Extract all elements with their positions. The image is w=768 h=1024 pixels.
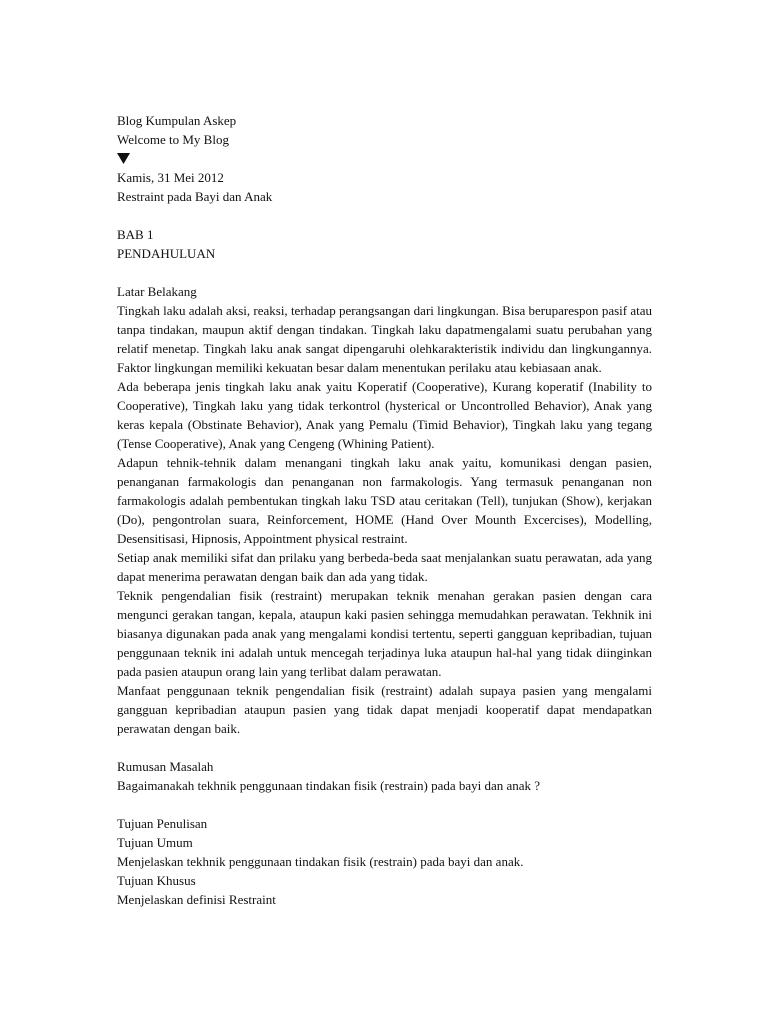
triangle-down-icon[interactable] (117, 153, 130, 164)
chapter-title: PENDAHULUAN (117, 246, 216, 261)
tujuan-umum-text: Menjelaskan tekhnik penggunaan tindakan fisik (restrain) pada bayi dan anak. (117, 854, 524, 869)
subheading-tujuan-khusus: Tujuan Khusus (117, 873, 196, 888)
paragraph: Teknik pengendalian fisik (restraint) merupakan teknik menahan gerakan pasien dengan cara mengunci gerakan tangan, kepala, ataupun kaki pasien sehingga memudahkan perawatan. Tekhnik ini biasanya digunakan pada anak yang mengalami kondisi tertentu, seperti gangguan kepribadian, tujuan penggunaan teknik ini adalah untuk mencegah terjadinya luka ataupun hal-hal yang tidak diinginkan pada pasien ataupun orang lain yang terlibat dalam perawatan. (117, 588, 652, 679)
paragraph: Manfaat penggunaan teknik pengendalian fisik (restraint) adalah supaya pasien yang mengalami gangguan kepribadian ataupun pasien yang tidak dapat menjadi kooperatif dapat mendapatkan perawatan dengan baik. (117, 683, 652, 736)
post-title[interactable]: Restraint pada Bayi dan Anak (117, 189, 273, 204)
spacer (117, 263, 652, 282)
spacer (117, 795, 652, 814)
paragraph: Adapun tehnik-tehnik dalam menangani tingkah laku anak yaitu, komunikasi dengan pasien, penanganan farmakologis dan penanganan non farmakologis. Yang termasuk penanganan non farmakologis adalah pembentukan tingkah laku TSD atau ceritakan (Tell), tunjukan (Show), kerjakan (Do), pengontrolan suara, Reinforcement, HOME (Hand Over Mounth Excercises), Modelling, Desensitisasi, Hipnosis, Appointment physical restraint. (117, 455, 652, 546)
section-heading-rumusan-masalah: Rumusan Masalah (117, 759, 214, 774)
section-heading-latar-belakang: Latar Belakang (117, 284, 197, 299)
post-date: Kamis, 31 Mei 2012 (117, 170, 224, 185)
paragraph: Setiap anak memiliki sifat dan prilaku yang berbeda-beda saat menjalankan suatu perawatan, ada yang dapat menerima perawatan dengan baik dan ada yang tidak. (117, 550, 652, 584)
paragraph: Ada beberapa jenis tingkah laku anak yaitu Koperatif (Cooperative), Kurang koperatif (Inability to Cooperative), Tingkah laku yang tidak terkontrol (hysterical or Uncontrolled Behavior), Anak yang keras kepala (Obstinate Behavior), Anak yang Pemalu (Timid Behavior), Tingkah laku yang tegang (Tense Cooperative), Anak yang Cengeng (Whining Patient). (117, 379, 652, 451)
spacer (117, 738, 652, 757)
toggle-arrow[interactable] (117, 149, 652, 168)
blog-title[interactable]: Blog Kumpulan Askep (117, 113, 237, 128)
chapter-number: BAB 1 (117, 227, 154, 242)
document-page (117, 111, 652, 909)
spacer (117, 206, 652, 225)
tujuan-khusus-text: Menjelaskan definisi Restraint (117, 892, 276, 907)
paragraph: Tingkah laku adalah aksi, reaksi, terhadap perangsangan dari lingkungan. Bisa beruparespon pasif atau tanpa tindakan, maupun aktif dengan tindakan. Tingkah laku dapatmengalami suatu perubahan yang relatif menetap. Tingkah laku anak sangat dipengaruhi olehkarakteristik individu dan lingkungannya. Faktor lingkungan memiliki kekuatan besar dalam menentukan perilaku atau kebiasaan anak. (117, 303, 652, 375)
rumusan-text: Bagaimanakah tekhnik penggunaan tindakan fisik (restrain) pada bayi dan anak ? (117, 778, 541, 793)
subheading-tujuan-umum: Tujuan Umum (117, 835, 193, 850)
section-heading-tujuan-penulisan: Tujuan Penulisan (117, 816, 208, 831)
welcome-text: Welcome to My Blog (117, 132, 229, 147)
